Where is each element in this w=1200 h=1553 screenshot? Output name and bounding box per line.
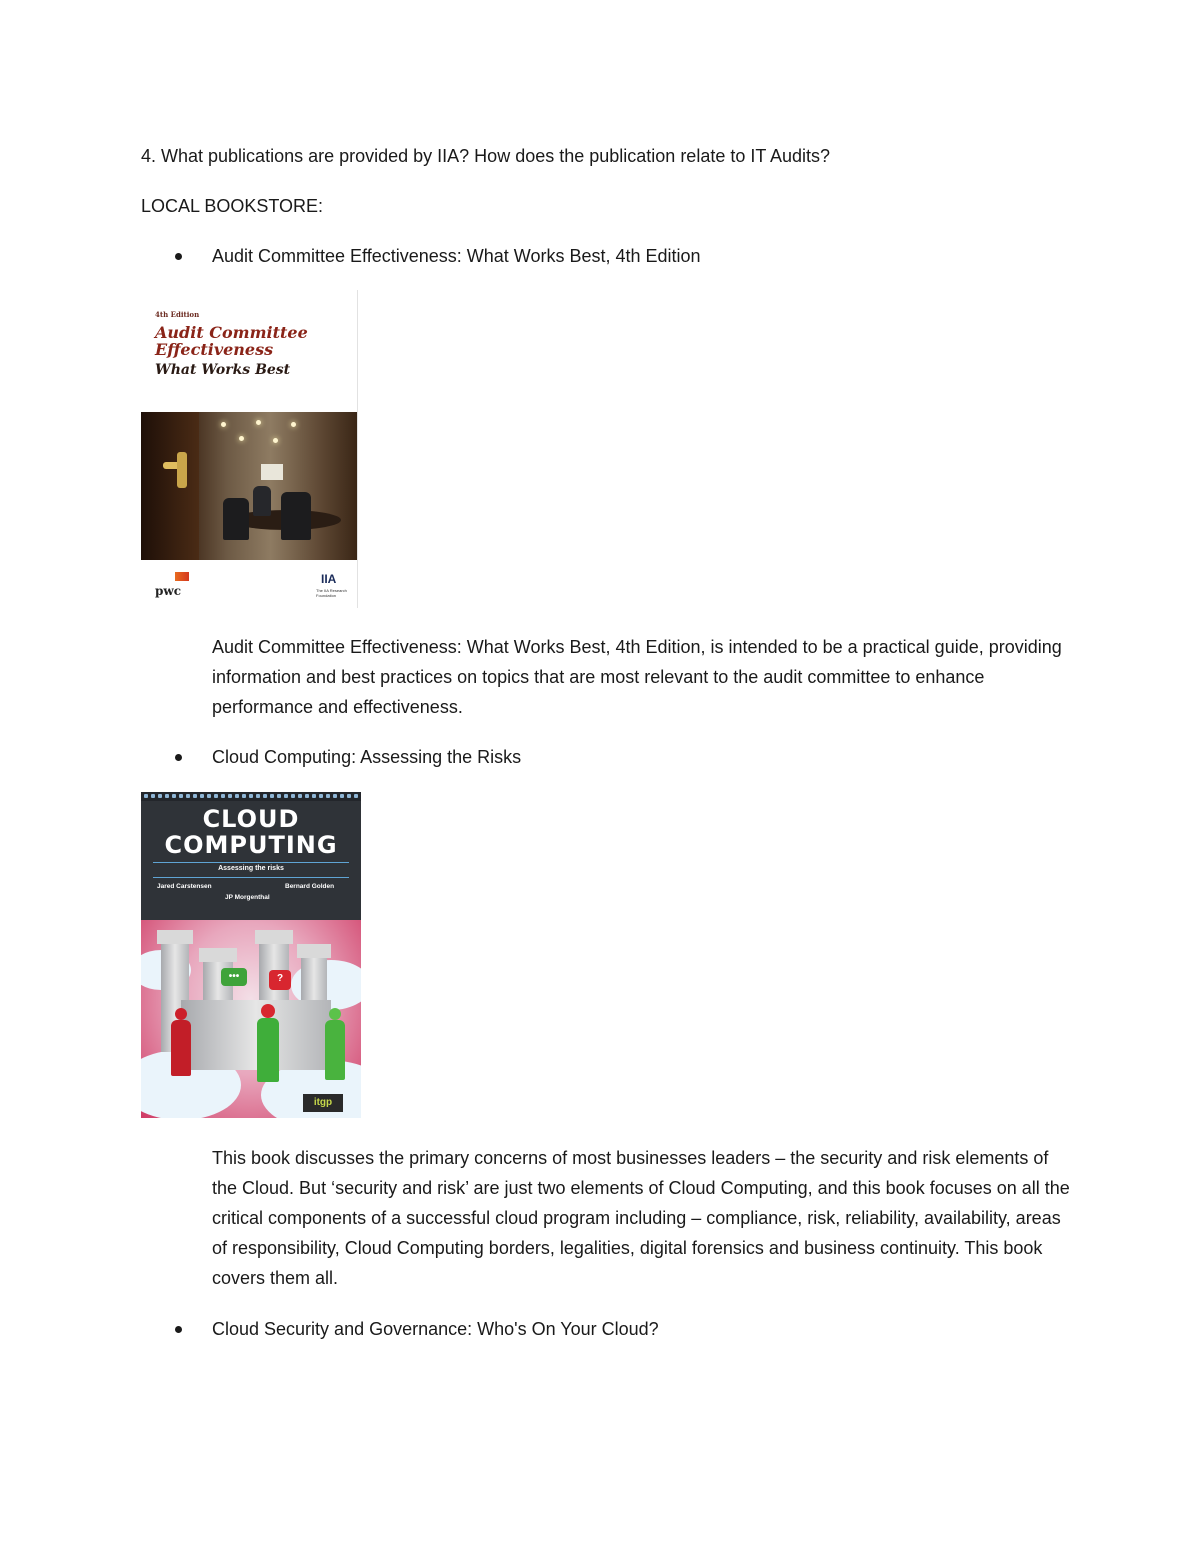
border-dot bbox=[354, 794, 358, 798]
cover-subtitle: What Works Best bbox=[155, 362, 291, 378]
person-head-icon bbox=[261, 1004, 275, 1018]
chair-icon bbox=[223, 498, 249, 540]
cover-edition: 4th Edition bbox=[155, 310, 200, 319]
cover-author: JP Morgenthal bbox=[225, 894, 270, 901]
cover-photo-meeting-room bbox=[141, 412, 357, 560]
cover-dot-border bbox=[141, 792, 361, 801]
book-title: Cloud Security and Governance: Who's On Your Cloud? bbox=[212, 1319, 659, 1339]
projector-screen bbox=[261, 464, 283, 480]
pwc-logo: pwc bbox=[155, 584, 182, 598]
cover-divider bbox=[153, 877, 349, 878]
question-text: 4. What publications are provided by IIA? How does the publication relate to IT Audits? bbox=[141, 146, 831, 166]
book-description: Audit Committee Effectiveness: What Works Best, 4th Edition, is intended to be a practical guide, providing information and best practices on topics that are most relevant to the audit committee to enhance performance and effectiveness. bbox=[212, 637, 1062, 717]
question-bubble-icon: ? bbox=[269, 970, 291, 990]
person-icon bbox=[253, 486, 271, 516]
book-description: This book discusses the primary concerns of most businesses leaders – the security and risk elements of the Cloud. But ‘security and risk’ are just two elements of Cloud Computing, and this book focuses on all the critical components of a successful cloud program including – compliance, risk, reliability, availability, areas of responsibility, Cloud Computing borders, legalities, digital forensics and business continuity. This book covers them all. bbox=[212, 1148, 1070, 1288]
border-dot bbox=[333, 794, 337, 798]
border-dot bbox=[158, 794, 162, 798]
castle-crenel bbox=[157, 930, 193, 944]
border-dot bbox=[249, 794, 253, 798]
border-dot bbox=[200, 794, 204, 798]
cover-title-line: COMPUTING bbox=[164, 831, 338, 859]
border-dot bbox=[193, 794, 197, 798]
border-dot bbox=[291, 794, 295, 798]
person-green-figure bbox=[325, 1020, 345, 1080]
border-dot bbox=[305, 794, 309, 798]
border-dot bbox=[151, 794, 155, 798]
border-dot bbox=[319, 794, 323, 798]
cover-castle-illustration bbox=[141, 920, 361, 1118]
door-illustration bbox=[141, 412, 199, 560]
ceiling-light-icon bbox=[221, 422, 226, 427]
iia-logo: IIA bbox=[321, 572, 337, 586]
cover-title-line: Audit Committee bbox=[155, 323, 308, 342]
border-dot bbox=[242, 794, 246, 798]
border-dot bbox=[347, 794, 351, 798]
publisher-logo: itgp bbox=[303, 1094, 343, 1112]
border-dot bbox=[326, 794, 330, 798]
border-dot bbox=[263, 794, 267, 798]
book-cover-cloud-computing bbox=[141, 792, 361, 1118]
section-heading: LOCAL BOOKSTORE: bbox=[141, 196, 324, 216]
castle-crenel bbox=[255, 930, 293, 944]
border-dot bbox=[256, 794, 260, 798]
cover-title-line: CLOUD bbox=[202, 805, 300, 833]
border-dot bbox=[270, 794, 274, 798]
border-dot bbox=[228, 794, 232, 798]
border-dot bbox=[284, 794, 288, 798]
border-dot bbox=[221, 794, 225, 798]
book-cover-audit-committee bbox=[141, 290, 358, 608]
ceiling-light-icon bbox=[291, 422, 296, 427]
border-dot bbox=[144, 794, 148, 798]
cover-divider bbox=[153, 862, 349, 863]
border-dot bbox=[340, 794, 344, 798]
border-dot bbox=[214, 794, 218, 798]
castle-wall bbox=[181, 1000, 331, 1070]
castle-crenel bbox=[199, 948, 237, 962]
pwc-logo-mark bbox=[175, 572, 189, 581]
border-dot bbox=[207, 794, 211, 798]
door-lock-icon bbox=[177, 452, 187, 488]
person-head-icon bbox=[329, 1008, 341, 1020]
bullet-icon bbox=[175, 1326, 182, 1333]
border-dot bbox=[186, 794, 190, 798]
ceiling-light-icon bbox=[239, 436, 244, 441]
book-title: Cloud Computing: Assessing the Risks bbox=[212, 747, 522, 767]
person-green-figure bbox=[257, 1018, 279, 1082]
person-head-icon bbox=[175, 1008, 187, 1020]
iia-logo-subtext: The IIA Research Foundation bbox=[316, 588, 347, 598]
border-dot bbox=[277, 794, 281, 798]
castle-crenel bbox=[297, 944, 331, 958]
ceiling-light-icon bbox=[273, 438, 278, 443]
cover-author: Jared Carstensen bbox=[157, 883, 212, 890]
bullet-icon bbox=[175, 253, 182, 260]
border-dot bbox=[165, 794, 169, 798]
border-dot bbox=[179, 794, 183, 798]
border-dot bbox=[235, 794, 239, 798]
speech-bubble-icon: ••• bbox=[221, 968, 247, 986]
chair-icon bbox=[281, 492, 311, 540]
border-dot bbox=[312, 794, 316, 798]
cover-author: Bernard Golden bbox=[285, 883, 335, 890]
bullet-icon bbox=[175, 754, 182, 761]
border-dot bbox=[172, 794, 176, 798]
book-title: Audit Committee Effectiveness: What Works Best, 4th Edition bbox=[212, 246, 701, 266]
cover-title bbox=[155, 324, 308, 358]
ceiling-light-icon bbox=[256, 420, 261, 425]
person-red-figure bbox=[171, 1020, 191, 1076]
cover-subtitle: Assessing the risks bbox=[218, 865, 284, 872]
border-dot bbox=[298, 794, 302, 798]
cover-title-line: Effectiveness bbox=[155, 340, 274, 359]
